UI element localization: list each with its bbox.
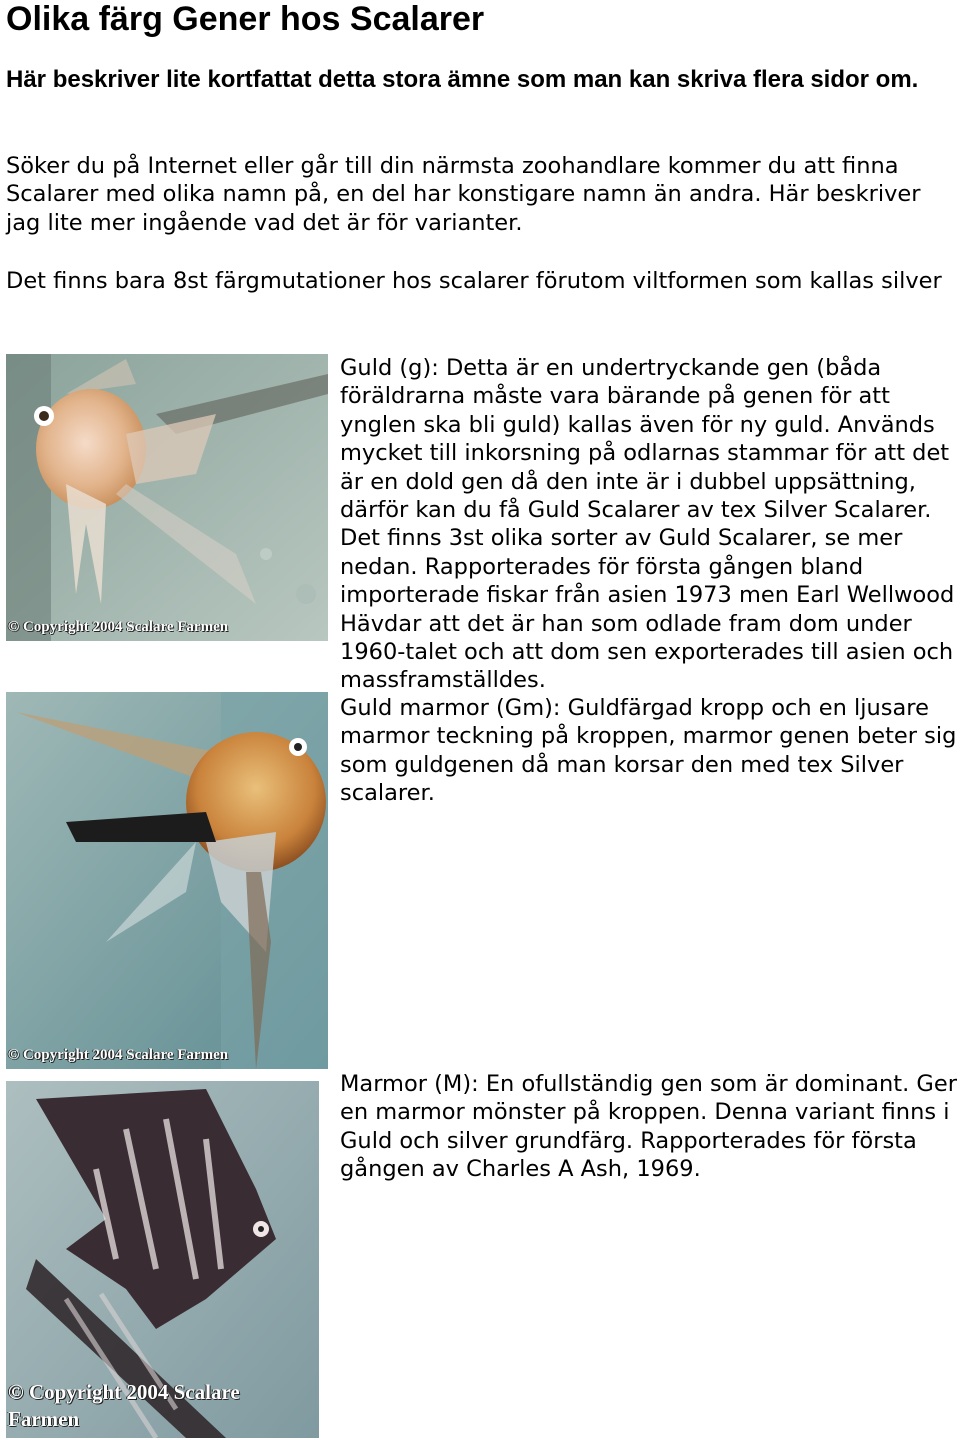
page-subtitle: Här beskriver lite kortfattat detta stora ämne som man kan skriva flera sidor om. <box>6 66 919 93</box>
photo-copyright-line2: Farmen <box>8 1407 80 1431</box>
gold-marble-angelfish-photo <box>6 692 328 1069</box>
marmor-description: Marmor (M): En ofullständig gen som är dominant. Ger en marmor mönster på kroppen. Denna variant finns i Guld och silver grundfärg. Rapporterades för första gången av Charles A Ash, 1969. <box>340 1071 957 1183</box>
photo-copyright: © Copyright 2004 Scalare Farmen <box>8 619 229 635</box>
photo-copyright-line1: © Copyright 2004 Scalare <box>8 1380 240 1404</box>
photo-copyright: © Copyright 2004 Scalare Farmen <box>8 1047 229 1063</box>
mutations-paragraph: Det finns bara 8st färgmutationer hos scalarer förutom viltformen som kallas silver <box>6 268 942 294</box>
gold-angelfish-photo <box>6 354 328 641</box>
guld-description: Guld (g): Detta är en undertryckande gen (båda föräldrarna måste vara bärande på genen för att ynglen ska bli guld) kallas även för ny guld. Används mycket till inkorsning på odlarnas stammar för att det är en dold gen då den inte är i dubbel uppsättning, därför kan du få Guld Scalarer av tex Silver Scalarer. Det finns 3st olika sorter av Guld Scalarer, se mer nedan. Rapporterades för första gången bland importerade fiskar från asien 1973 men Earl Wellwood Hävdar att det är han som odlade fram dom under 1960-talet och att dom sen exporterades till asien och massframställdes. <box>340 355 955 694</box>
page-title: Olika färg Gener hos Scalarer <box>6 0 485 38</box>
guld-marmor-description: Guld marmor (Gm): Guldfärgad kropp och en ljusare marmor teckning på kroppen, marmor genen beter sig som guldgenen då man korsar den med tex Silver scalarer. <box>340 695 957 807</box>
intro-paragraph: Söker du på Internet eller går till din närmsta zoohandlare kommer du att finna Scalarer med olika namn på, en del har konstigare namn än andra. Här beskriver jag lite mer ingående vad det är för varianter. <box>6 153 921 236</box>
photo-copyright <box>8 1379 240 1433</box>
marble-angelfish-photo <box>6 1069 319 1438</box>
